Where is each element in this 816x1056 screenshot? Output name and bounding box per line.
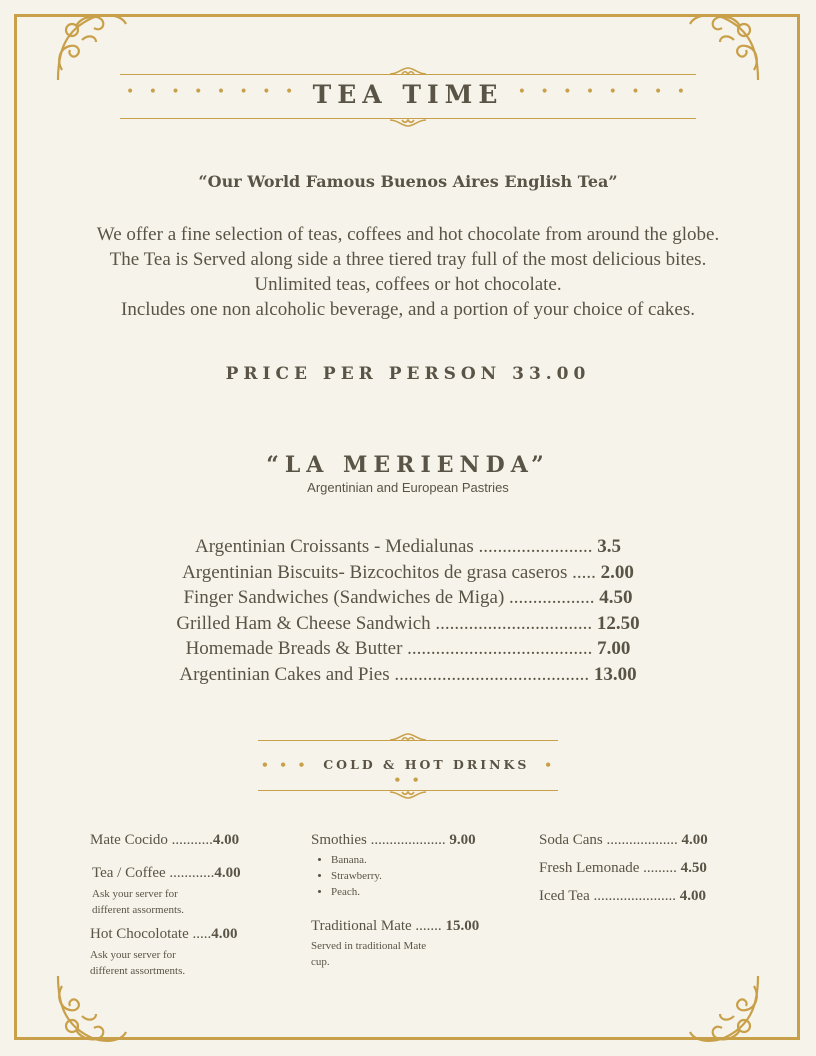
corner-flourish-ornament xyxy=(684,10,764,90)
drink-item xyxy=(92,865,241,882)
drink-price: 15.00 xyxy=(445,918,480,934)
tea-subtitle: “Our World Famous Buenos Aires English Tea” xyxy=(198,172,618,191)
drink-name: Soda Cans ................... xyxy=(539,832,678,848)
page-title: TEA TIME xyxy=(312,80,504,109)
drink-name: Traditional Mate ....... xyxy=(311,918,442,934)
scroll-ornament-icon xyxy=(388,66,428,78)
corner-flourish-ornament xyxy=(684,966,764,1046)
drink-price: 4.00 xyxy=(212,832,240,848)
drink-price: 9.00 xyxy=(449,832,476,848)
drink-item xyxy=(539,860,707,877)
menu-item xyxy=(0,560,816,586)
drink-price: 4.00 xyxy=(681,832,708,848)
merienda-title: “LA MERIENDA” xyxy=(266,452,550,478)
drink-note-line: Ask your server for xyxy=(90,949,176,961)
drinks-column-3 xyxy=(539,832,739,932)
menu-item-name: Argentinian Cakes and Pies ......................................... xyxy=(179,663,590,685)
flavor-item: • Strawberry. xyxy=(331,868,382,884)
description-line: Includes one non alcoholic beverage, and a portion of your choice of cakes. xyxy=(121,299,695,320)
drink-item xyxy=(539,832,708,849)
title-left-dots: • • • • • • • • xyxy=(126,84,299,100)
drink-name: Fresh Lemonade ......... xyxy=(539,860,677,876)
drink-note xyxy=(90,947,185,979)
scroll-ornament-icon xyxy=(388,788,428,800)
drinks-title-text: COLD & HOT DRINKS xyxy=(323,757,530,772)
merienda-menu-list xyxy=(0,534,816,687)
scroll-ornament-icon xyxy=(388,116,428,128)
scroll-ornament-icon xyxy=(388,732,428,744)
drink-price: 4.50 xyxy=(680,860,707,876)
description-line: The Tea is Served along side a three tiered tray full of the most delicious bites. xyxy=(109,249,707,270)
drink-name: Iced Tea ...................... xyxy=(539,888,676,904)
drink-price: 4.00 xyxy=(679,888,706,904)
drinks-column-2 xyxy=(311,832,511,992)
drinks-banner xyxy=(258,732,558,796)
menu-item-name: Argentinian Biscuits- Bizcochitos de grasa caseros ..... xyxy=(182,561,596,583)
drinks-column-1 xyxy=(90,832,290,992)
menu-item-price: 7.00 xyxy=(597,638,631,659)
drink-name: Mate Cocido ........... xyxy=(90,832,213,848)
drinks-right-dots: • • • xyxy=(393,757,556,787)
menu-item-name: Grilled Ham & Cheese Sandwich ................................. xyxy=(176,612,593,634)
menu-item-price: 2.00 xyxy=(600,561,634,583)
drink-item xyxy=(90,926,237,943)
drink-note-line: Served in traditional Mate xyxy=(311,940,427,952)
menu-item-name: Argentinian Croissants - Medialunas ........................ xyxy=(194,536,593,557)
drink-name: Smothies .................... xyxy=(311,832,446,848)
menu-item-name: Finger Sandwiches (Sandwiches de Miga) .................. xyxy=(183,587,595,608)
menu-item-price: 13.00 xyxy=(593,663,637,685)
flavor-item: • Banana. xyxy=(331,852,382,868)
menu-item-price: 3.5 xyxy=(597,536,622,557)
title-banner xyxy=(120,66,696,128)
description-line: Unlimited teas, coffees or hot chocolate. xyxy=(254,274,562,295)
tea-description xyxy=(0,222,816,322)
drink-note-line: different assorments. xyxy=(92,904,185,916)
price-per-person: PRICE PER PERSON 33.00 xyxy=(225,364,591,384)
drink-name: Tea / Coffee ............ xyxy=(92,865,215,881)
menu-item xyxy=(0,585,816,611)
menu-item xyxy=(0,636,816,662)
title-right-dots: • • • • • • • • xyxy=(517,84,690,100)
drink-note xyxy=(311,938,426,970)
menu-item-name: Homemade Breads & Butter ....................................... xyxy=(185,638,593,659)
merienda-subtitle: Argentinian and European Pastries xyxy=(307,480,509,495)
drink-item xyxy=(90,832,239,849)
flavor-item: • Peach. xyxy=(331,884,382,900)
menu-item-price: 4.50 xyxy=(599,587,633,608)
drink-note-line: Ask your server for xyxy=(92,888,178,900)
drinks-title xyxy=(258,757,558,787)
description-line: We offer a fine selection of teas, coffees and hot chocolate from around the globe. xyxy=(96,224,720,245)
menu-item xyxy=(0,611,816,637)
drink-note-line: cup. xyxy=(311,956,330,968)
drinks-left-dots: • • • xyxy=(260,757,309,772)
drink-item xyxy=(311,918,479,935)
smoothie-flavor-list xyxy=(311,852,382,900)
menu-item-price: 12.50 xyxy=(596,612,640,634)
drink-name: Hot Chocolotate ..... xyxy=(90,926,212,942)
drink-price: 4.00 xyxy=(211,926,238,942)
drink-item xyxy=(539,888,706,905)
drink-price: 4.00 xyxy=(214,865,241,881)
menu-item xyxy=(0,662,816,688)
drink-note xyxy=(92,886,184,918)
menu-item xyxy=(0,534,816,560)
drink-note-line: different assortments. xyxy=(90,965,186,977)
drink-item xyxy=(311,832,476,849)
